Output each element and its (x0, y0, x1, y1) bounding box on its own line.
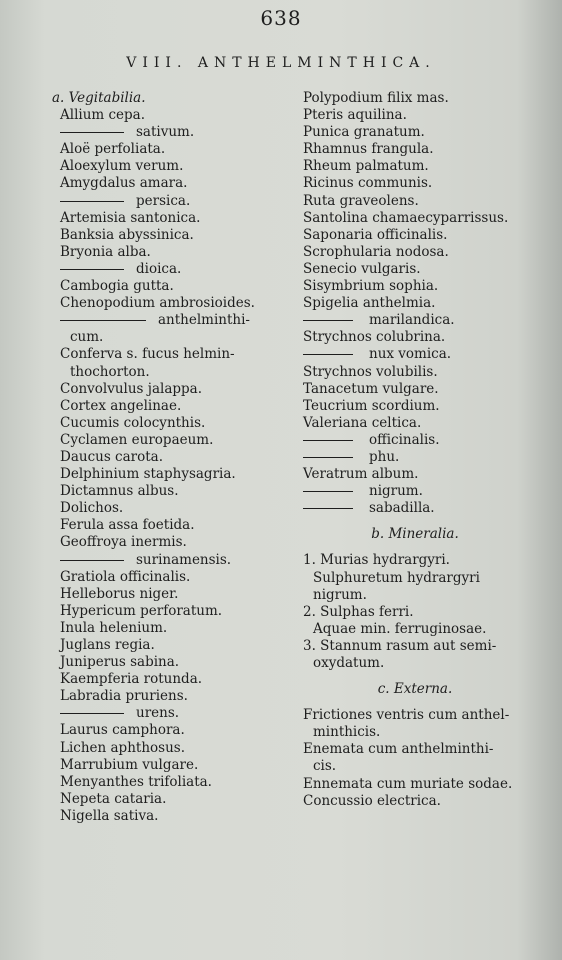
entry-line (52, 552, 284, 569)
entry-line (52, 244, 284, 261)
entry-line (295, 638, 535, 655)
entry-line (295, 432, 535, 449)
entry-line (52, 569, 284, 586)
entry-text: Strychnos volubilis. (303, 363, 438, 380)
entry-line (295, 364, 535, 381)
entry-text: Juglans regia. (60, 637, 155, 653)
entry-text: Conferva s. fucus helmin- (60, 346, 235, 363)
entry-line (52, 175, 284, 192)
entry-line (295, 655, 535, 672)
entry-text: oxydatum. (313, 655, 385, 671)
entry-text: Polypodium filix mas. (303, 90, 449, 106)
entry-text: Helleborus niger. (60, 585, 179, 602)
entry-line (52, 364, 284, 381)
entry-text: phu. (369, 448, 400, 465)
entry-text: Allium cepa. (60, 107, 146, 124)
entry-text: Spigelia anthelmia. (303, 295, 436, 312)
entry-text: Labradia pruriens. (60, 688, 188, 705)
entry-text: Sulphuretum hydrargyri (313, 569, 480, 586)
entry-line (52, 517, 284, 534)
entry-text: Daucus carota. (60, 448, 163, 465)
entry-line (295, 587, 535, 604)
entry-text: Teucrium scordium. (303, 397, 440, 414)
entry-line (295, 227, 535, 244)
page-number: 638 (260, 6, 302, 30)
entry-text: Saponaria officinalis. (303, 226, 448, 243)
entry-line (295, 278, 535, 295)
entry-line (295, 621, 535, 638)
ditto-dash (303, 320, 353, 321)
entry-line (295, 346, 535, 363)
entry-text: Delphinium staphysagria. (60, 466, 236, 483)
entry-text: Inula helenium. (60, 619, 168, 636)
ditto-dash (303, 508, 353, 509)
entry-line (295, 124, 535, 141)
right-column (295, 90, 535, 810)
entry-text: Ruta graveolens. (303, 192, 419, 209)
entry-line (295, 175, 535, 192)
entry-line (52, 295, 284, 312)
entry-text: minthicis. (313, 724, 381, 741)
entry-text: Dolichos. (60, 500, 124, 517)
entry-text: Artemisia santonica. (60, 209, 201, 226)
entry-text: Tanacetum vulgare. (303, 380, 439, 397)
entry-line (52, 705, 284, 722)
entry-line (295, 741, 535, 758)
entry-text: nigrum. (313, 586, 367, 603)
entry-line (52, 688, 284, 705)
entry-line (295, 604, 535, 621)
entry-line (295, 261, 535, 278)
entry-line (52, 381, 284, 398)
entry-text: Cortex angelinae. (60, 397, 182, 414)
entry-text: Ricinus communis. (303, 175, 433, 192)
entry-line (52, 483, 284, 500)
entry-line (52, 722, 284, 739)
entry-text: Convolvulus jalappa. (60, 380, 203, 397)
entry-line (295, 552, 535, 569)
entry-text: Lichen aphthosus. (60, 739, 185, 756)
entry-line (295, 141, 535, 158)
entry-text: dioica. (136, 260, 182, 277)
entry-line (295, 381, 535, 398)
entry-text: Aquae min. ferruginosae. (313, 620, 487, 637)
ditto-dash (60, 269, 124, 270)
entry-line (52, 740, 284, 757)
entry-line (295, 193, 535, 210)
entry-text: cis. (313, 758, 337, 775)
entry-line (52, 329, 284, 346)
entry-line (295, 758, 535, 775)
entry-text: Aloë perfoliata. (60, 141, 166, 158)
entry-text: Cyclamen europaeum. (60, 431, 214, 448)
ditto-dash (60, 320, 146, 321)
ditto-dash (303, 354, 353, 355)
ditto-dash (60, 560, 124, 561)
entry-text: Chenopodium ambrosioides. (60, 295, 255, 312)
entry-text: Geoffroya inermis. (60, 534, 187, 551)
entry-text: cum. (70, 329, 104, 346)
entry-text: Veratrum album. (303, 466, 419, 483)
entry-line (295, 500, 535, 517)
entry-line (295, 295, 535, 312)
entry-line (295, 724, 535, 741)
entry-text: Amygdalus amara. (60, 175, 188, 192)
section-title-vegitabilia: a. Vegitabilia. (52, 90, 146, 106)
entry-text: Kaempferia rotunda. (60, 671, 203, 688)
entry-line (295, 466, 535, 483)
entry-line (52, 227, 284, 244)
ditto-dash (303, 491, 353, 492)
ditto-dash (60, 713, 124, 714)
entry-text: Cucumis colocynthis. (60, 414, 206, 431)
entry-line (52, 808, 284, 825)
entry-text: 1. Murias hydrargyri. (303, 552, 450, 569)
entry-line (295, 707, 535, 724)
entry-text: Bryonia alba. (60, 243, 151, 260)
entry-line (295, 312, 535, 329)
entry-line (52, 261, 284, 278)
entry-text: Enemata cum anthelminthi- (303, 741, 494, 758)
left-entry-list (52, 107, 284, 825)
entry-line (295, 483, 535, 500)
ditto-dash (303, 457, 353, 458)
ditto-dash (60, 201, 124, 202)
entry-text: thochorton. (70, 363, 150, 380)
entry-text: Banksia abyssinica. (60, 226, 194, 243)
ditto-dash (303, 440, 353, 441)
entry-line (52, 586, 284, 603)
entry-line (295, 449, 535, 466)
entry-text: Strychnos colubrina. (303, 329, 446, 346)
ditto-dash (60, 132, 124, 133)
entry-text: 3. Stannum rasum aut semi- (303, 637, 497, 654)
entry-line (295, 107, 535, 124)
right-entry-list (295, 90, 535, 517)
entry-line (52, 124, 284, 141)
entry-line (52, 671, 284, 688)
entry-text: Ennemata cum muriate sodae. (303, 775, 513, 792)
entry-text: Punica granatum. (303, 124, 425, 141)
entry-text: Concussio electrica. (303, 792, 441, 809)
section-title-mineralia: b. Mineralia. (371, 526, 459, 543)
entry-text: Pteris aquilina. (303, 107, 407, 124)
entry-text: anthelminthi- (158, 312, 250, 329)
entry-text: Santolina chamaecyparrissus. (303, 209, 509, 226)
entry-text: Marrubium vulgare. (60, 756, 199, 773)
entry-text: Frictiones ventris cum anthel- (303, 707, 510, 724)
entry-line (52, 791, 284, 808)
chapter-heading: VIII. ANTHELMINTHICA. (126, 55, 436, 71)
entry-line (52, 398, 284, 415)
entry-line (295, 415, 535, 432)
entry-text: Valeriana celtica. (303, 414, 422, 431)
entry-line (295, 776, 535, 793)
entry-line (52, 654, 284, 671)
entry-line (295, 210, 535, 227)
entry-text: surinamensis. (136, 551, 232, 568)
entry-line (295, 244, 535, 261)
entry-line (295, 158, 535, 175)
entry-text: Juniperus sabina. (60, 654, 180, 671)
left-column (52, 90, 284, 825)
entry-line (52, 774, 284, 791)
entry-line (295, 398, 535, 415)
entry-line (295, 570, 535, 587)
entry-line (52, 346, 284, 363)
entry-line (52, 637, 284, 654)
entry-text: Cambogia gutta. (60, 278, 174, 295)
entry-text: nux vomica. (369, 346, 452, 363)
entry-line (52, 312, 284, 329)
entry-line (52, 449, 284, 466)
entry-text: Hypericum perforatum. (60, 602, 223, 619)
entry-text: Nigella sativa. (60, 807, 159, 824)
entry-text: Scrophularia nodosa. (303, 243, 449, 260)
entry-text: Gratiola officinalis. (60, 568, 191, 585)
entry-text: Rhamnus frangula. (303, 141, 434, 158)
entry-line (52, 603, 284, 620)
entry-text: Rheum palmatum. (303, 158, 429, 175)
entry-text: nigrum. (369, 483, 423, 500)
entry-line (52, 415, 284, 432)
externa-entry-list (295, 707, 535, 810)
mineralia-entry-list (295, 552, 535, 672)
entry-line (52, 278, 284, 295)
entry-text: Aloexylum verum. (60, 158, 184, 175)
entry-text: Dictamnus albus. (60, 483, 179, 500)
entry-text: officinalis. (369, 431, 440, 448)
entry-text: 2. Sulphas ferri. (303, 603, 414, 620)
entry-line (52, 534, 284, 551)
entry-line (52, 107, 284, 124)
entry-text: urens. (136, 705, 180, 722)
entry-text: Laurus camphora. (60, 722, 185, 739)
entry-line (295, 90, 535, 107)
entry-line (52, 193, 284, 210)
section-title-externa: c. Externa. (377, 681, 453, 698)
entry-text: Sisymbrium sophia. (303, 278, 439, 295)
entry-line (52, 500, 284, 517)
entry-line (52, 466, 284, 483)
entry-line (52, 158, 284, 175)
entry-text: persica. (136, 192, 191, 209)
entry-text: Senecio vulgaris. (303, 260, 421, 277)
entry-text: sativum. (136, 124, 195, 141)
entry-line (52, 210, 284, 227)
entry-line (52, 432, 284, 449)
entry-text: Nepeta cataria. (60, 790, 167, 807)
entry-line (295, 329, 535, 346)
entry-text: marilandica. (369, 312, 455, 329)
entry-line (52, 757, 284, 774)
entry-text: Menyanthes trifoliata. (60, 773, 212, 790)
entry-text: Ferula assa foetida. (60, 517, 195, 534)
entry-line (52, 620, 284, 637)
entry-text: sabadilla. (369, 500, 435, 517)
entry-line (295, 793, 535, 810)
entry-line (52, 141, 284, 158)
